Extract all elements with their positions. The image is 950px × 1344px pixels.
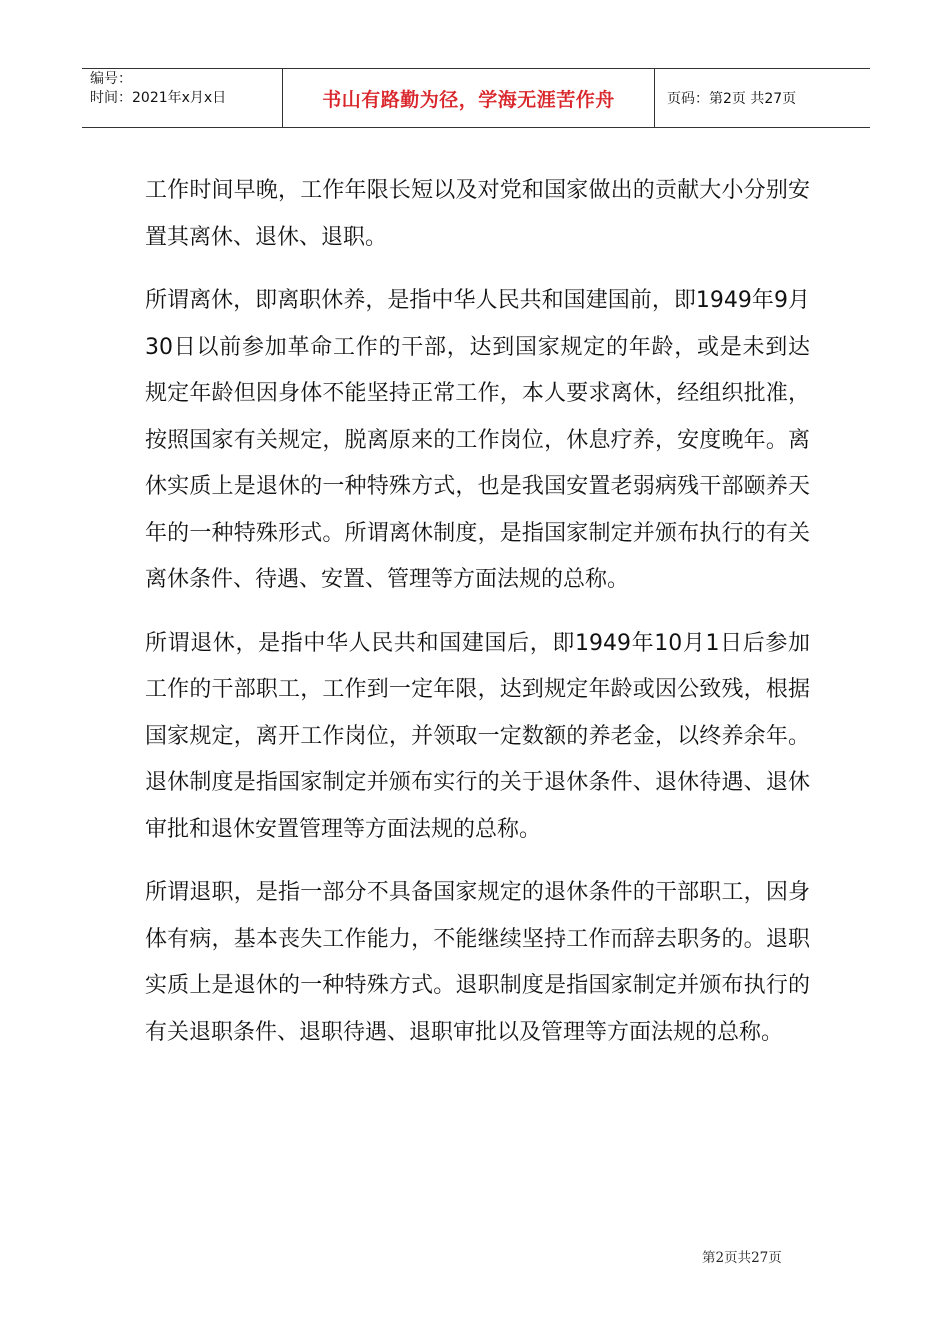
page-header bbox=[82, 68, 870, 128]
document-body bbox=[145, 168, 810, 1073]
serial-number-label: 编号： bbox=[90, 71, 132, 87]
header-meta-cell bbox=[82, 69, 282, 127]
document-date: 时间：2021年x月x日 bbox=[90, 90, 227, 106]
paragraph: 所谓退职，是指一部分不具备国家规定的退休条件的干部职工，因身体有病，基本丧失工作能力，不能继续坚持工作而辞去职务的。退职实质上是退休的一种特殊方式。退职制度是指国家制定并颁布执行的有关退职条件、退职待遇、退职审批以及管理等方面法规的总称。 bbox=[145, 880, 810, 1045]
paragraph: 所谓离休，即离职休养，是指中华人民共和国建国前，即1949年9月30日以前参加革命工作的干部，达到国家规定的年龄，或是未到达规定年龄但因身体不能坚持正常工作，本人要求离休，经组织批准，按照国家有关规定，脱离原来的工作岗位，休息疗养，安度晚年。离休实质上是退休的一种特殊方式，也是我国安置老弱病残干部颐养天年的一种特殊形式。所谓离休制度，是指国家制定并颁布执行的有关离休条件、待遇、安置、管理等方面法规的总称。 bbox=[145, 288, 810, 592]
paragraph: 工作时间早晚，工作年限长短以及对党和国家做出的贡献大小分别安置其离休、退休、退职。 bbox=[145, 178, 810, 250]
header-motto-cell bbox=[282, 69, 655, 127]
header-page-cell bbox=[655, 69, 870, 127]
motto-text: 书山有路勤为径，学海无涯苦作舟 bbox=[322, 88, 615, 111]
header-page-info: 页码：第2页 共27页 bbox=[667, 91, 797, 107]
paragraph: 所谓退休，是指中华人民共和国建国后，即1949年10月1日后参加工作的干部职工，工作到一定年限，达到规定年龄或因公致残，根据国家规定，离开工作岗位，并领取一定数额的养老金，以终养余年。退休制度是指国家制定并颁布实行的关于退休条件、退休待遇、退休审批和退休安置管理等方面法规的总称。 bbox=[145, 630, 810, 842]
footer-page-number: 第2页共27页 bbox=[702, 1250, 782, 1266]
